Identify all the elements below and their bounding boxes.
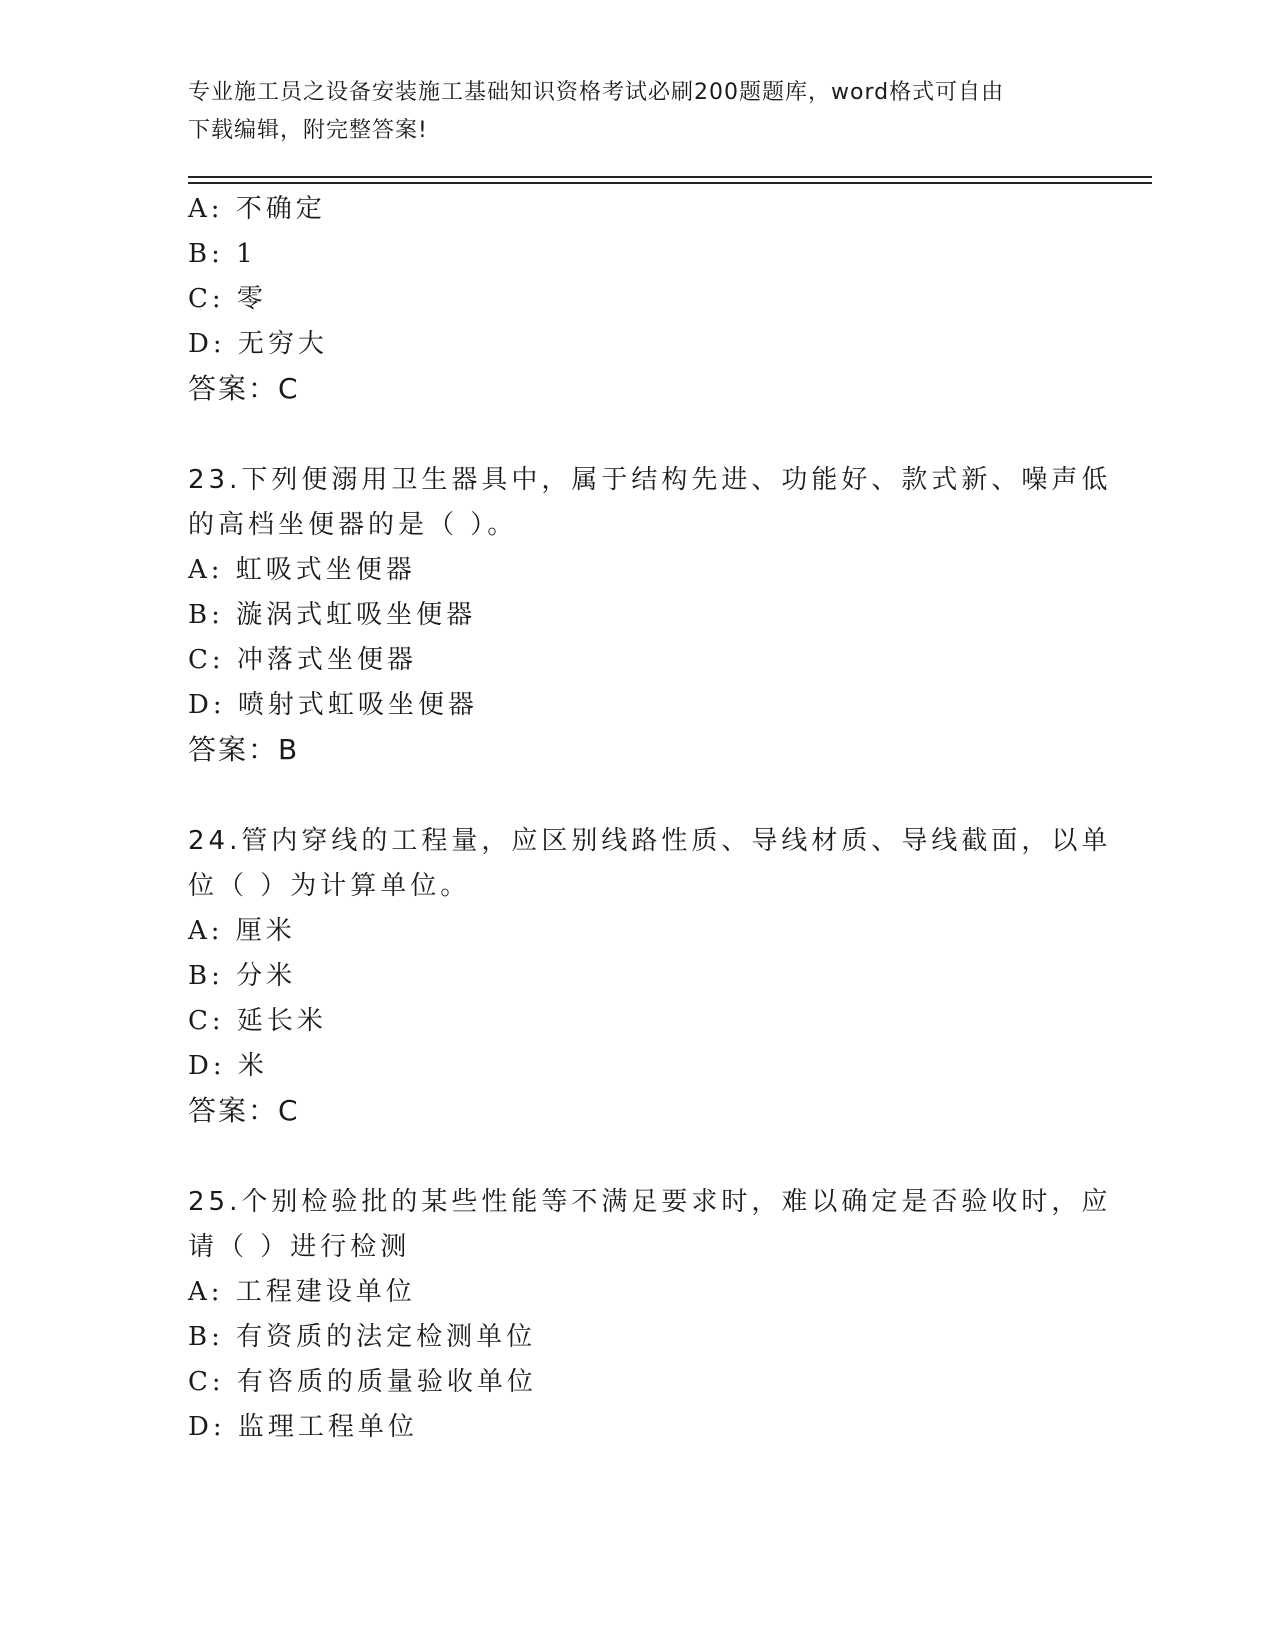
q25-stem-line-2: 请（ ）进行检测: [188, 1232, 411, 1262]
q24-stem-line-2: 位（ ）为计算单位。: [188, 871, 471, 901]
q22-option-a: A: 不确定: [188, 194, 326, 224]
header-divider-bottom: [188, 182, 1152, 184]
q23-option-c: C: 冲落式坐便器: [188, 645, 417, 675]
q23-stem-line-1: 23.下列便溺用卫生器具中，属于结构先进、功能好、款式新、噪声低: [188, 465, 1112, 495]
q24-option-d: D: 米: [188, 1051, 268, 1081]
q23-option-a: A: 虹吸式坐便器: [188, 555, 416, 585]
document-header: [188, 74, 1088, 150]
q24-option-c: C: 延长米: [188, 1006, 327, 1036]
q22-option-c: C: 零: [188, 284, 267, 314]
q23-answer: 答案：B: [188, 733, 300, 766]
q25-option-a: A: 工程建设单位: [188, 1277, 416, 1307]
q24-answer: 答案：C: [188, 1094, 300, 1127]
q24-stem-line-1: 24.管内穿线的工程量，应区别线路性质、导线材质、导线截面，以单: [188, 826, 1112, 856]
q23-option-b: B: 漩涡式虹吸坐便器: [188, 600, 477, 630]
q22-option-b: B: 1: [188, 239, 257, 269]
q24-option-a: A: 厘米: [188, 916, 296, 946]
q22-answer: 答案：C: [188, 372, 300, 405]
header-divider-top: [188, 176, 1152, 178]
q25-option-b: B: 有资质的法定检测单位: [188, 1322, 537, 1352]
q24-option-b: B: 分米: [188, 961, 297, 991]
q25-stem-line-1: 25.个别检验批的某些性能等不满足要求时，难以确定是否验收时，应: [188, 1187, 1112, 1217]
q22-option-d: D: 无穷大: [188, 329, 328, 359]
q25-option-d: D: 监理工程单位: [188, 1412, 418, 1442]
q23-option-d: D: 喷射式虹吸坐便器: [188, 690, 478, 720]
q23-stem-line-2: 的高档坐便器的是（ ）。: [188, 510, 518, 540]
header-line-2: 下载编辑，附完整答案!: [188, 118, 428, 143]
q25-option-c: C: 有咨质的质量验收单位: [188, 1367, 537, 1397]
header-line-1: 专业施工员之设备安装施工基础知识资格考试必刷200题题库，word格式可自由: [188, 80, 1005, 105]
